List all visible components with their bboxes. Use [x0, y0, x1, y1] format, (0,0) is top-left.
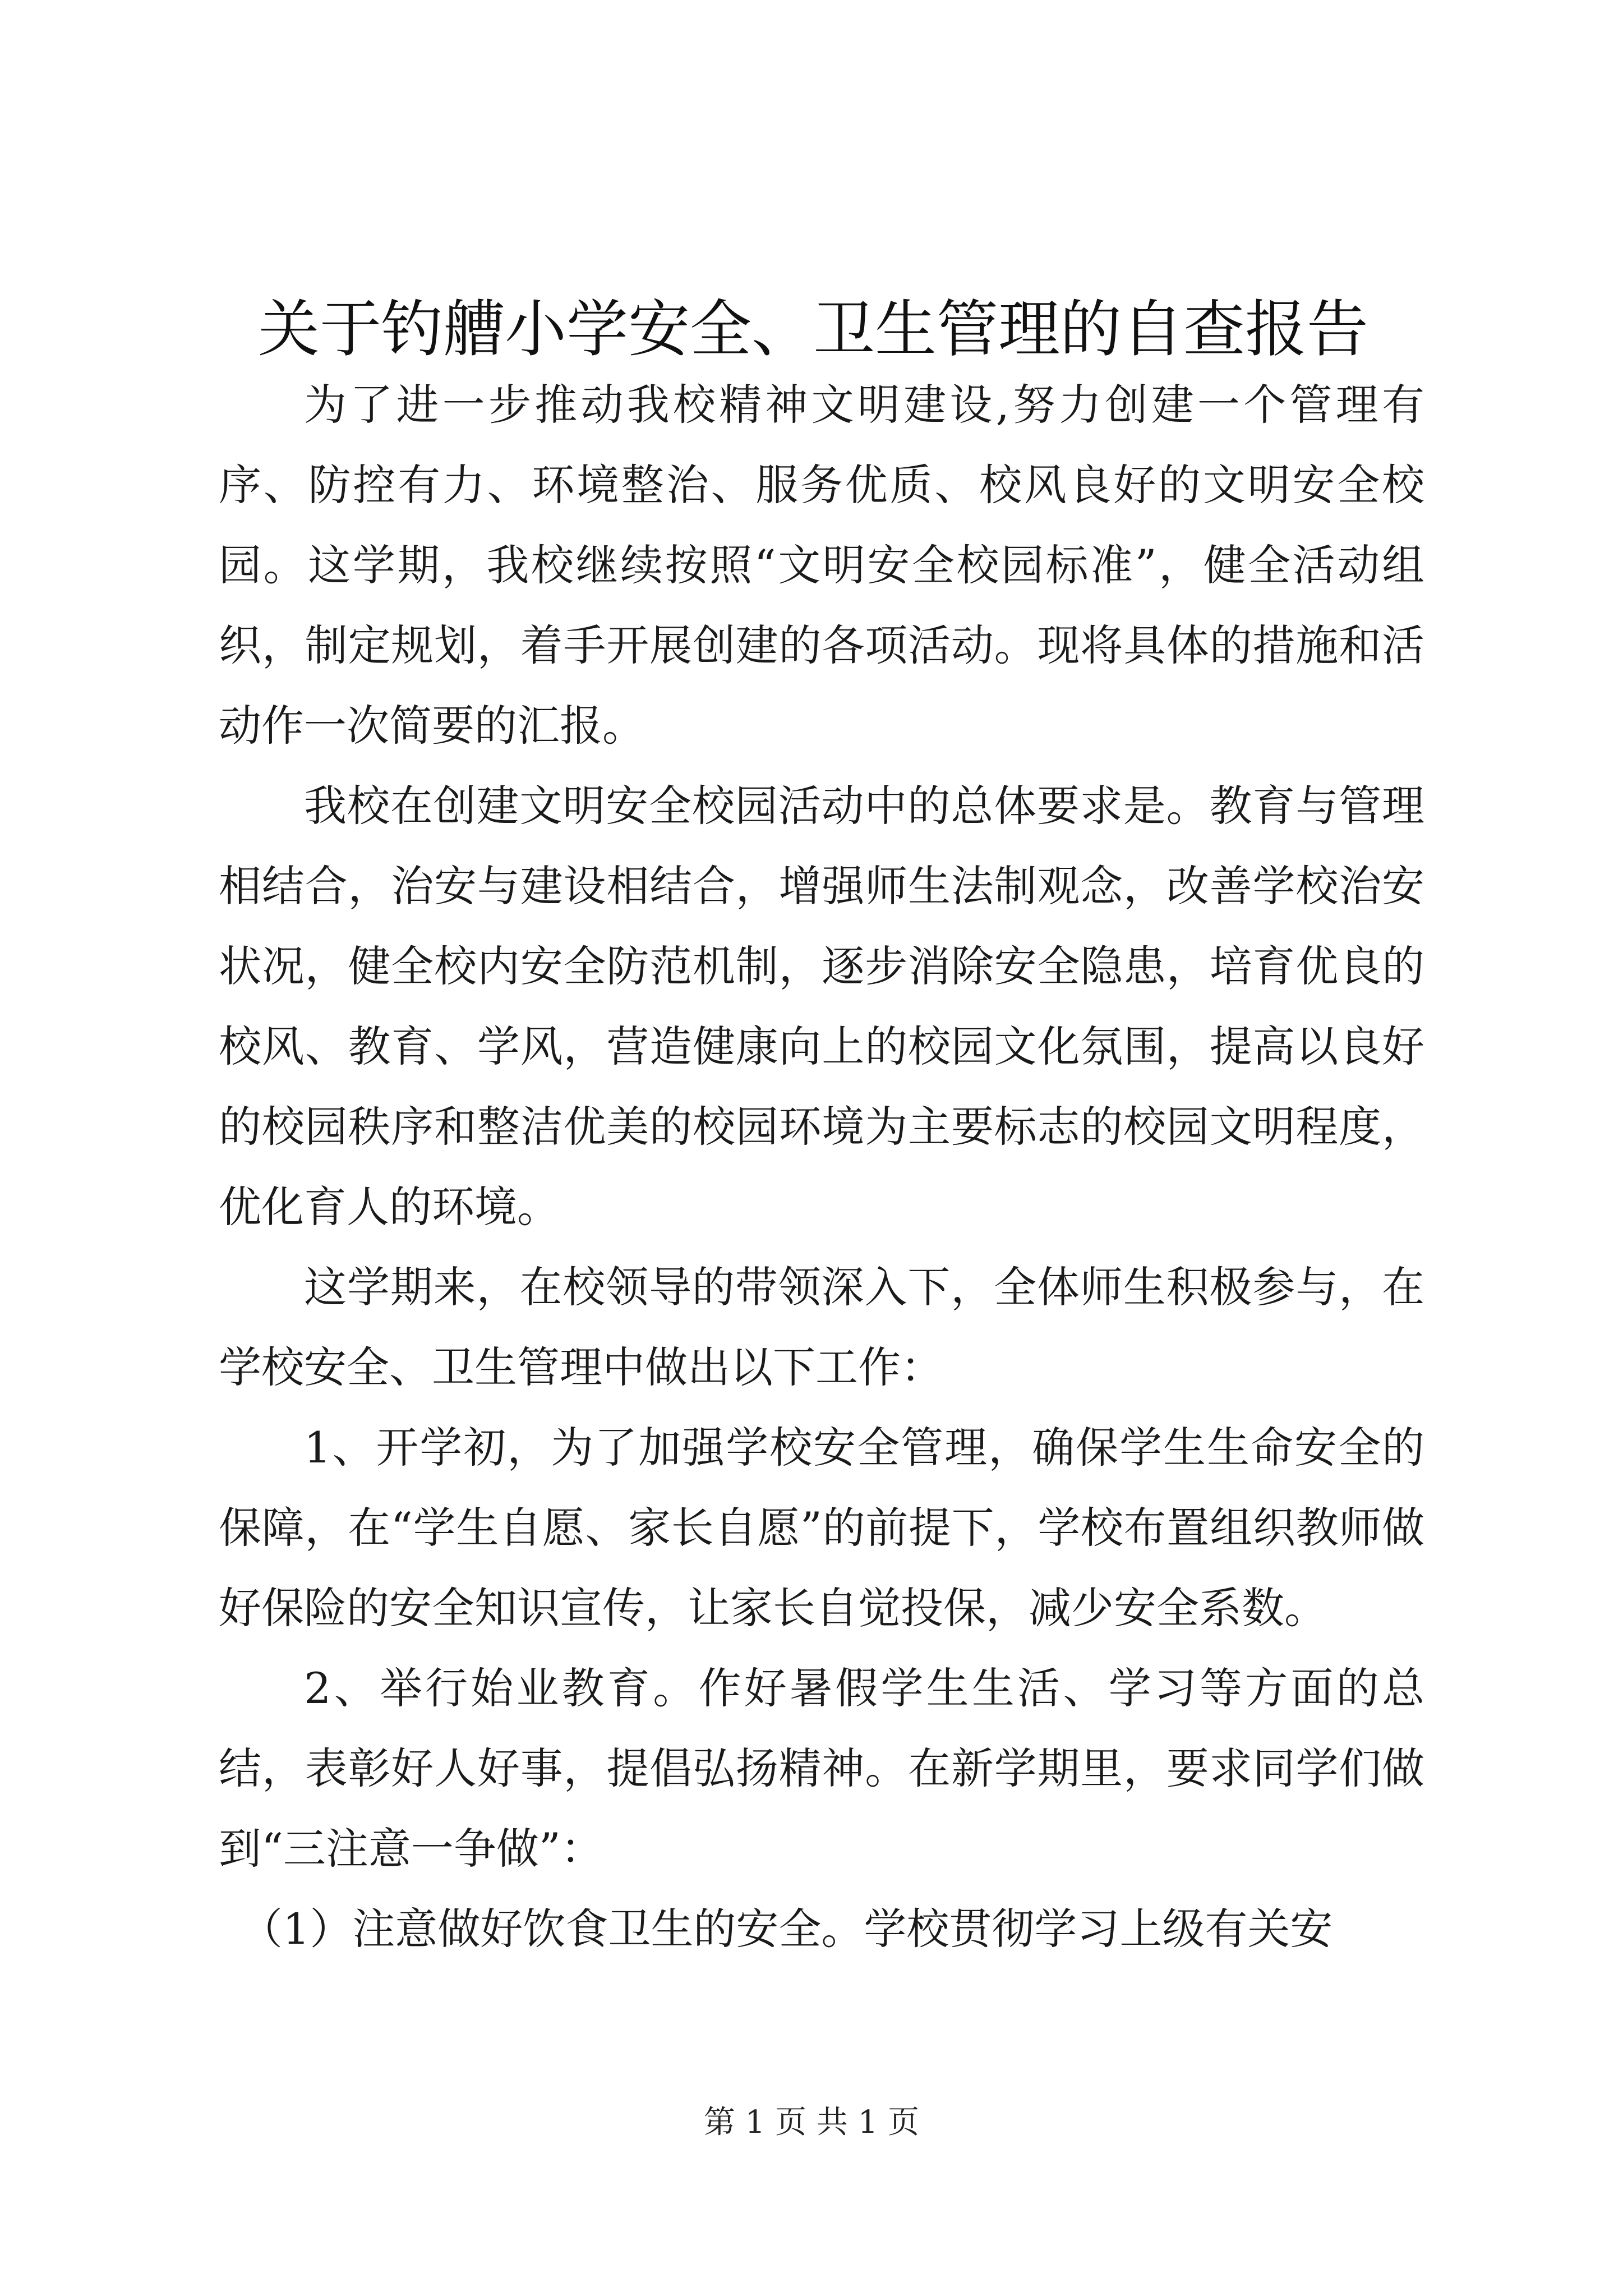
paragraph-intro: 为了进一步推动我校精神文明建设,努力创建一个管理有序、防控有力、环境整治、服务优质、校风良好的文明安全校园。这学期，我校继续按照“文明安全校园标准”，健全活动组织，制定规划，着手开展创建的各项活动。现将具体的措施和活动作一次简要的汇报。 — [219, 380, 1424, 751]
document-body — [219, 365, 1424, 1969]
document-title: 关于钓艚小学安全、卫生管理的自查报告 — [258, 293, 1368, 365]
paragraph-requirements: 我校在创建文明安全校园活动中的总体要求是。教育与管理相结合，治安与建设相结合，增强师生法制观念，改善学校治安状况，健全校内安全防范机制，逐步消除安全隐患，培育优良的校风、教育、学风，营造健康向上的校园文化氛围，提高以良好的校园秩序和整洁优美的校园环境为主要标志的校园文明程度，优化育人的环境。 — [219, 781, 1424, 1232]
paragraph-item-1: 1、开学初，为了加强学校安全管理，确保学生生命安全的保障，在“学生自愿、家长自愿”的前提下，学校布置组织教师做好保险的安全知识宣传，让家长自觉投保，减少安全系数。 — [219, 1423, 1424, 1633]
paragraph-item-2: 2、举行始业教育。作好暑假学生生活、学习等方面的总结，表彰好人好事，提倡弘扬精神。在新学期里，要求同学们做到“三注意一争做”： — [219, 1663, 1424, 1874]
paragraph-subitem-1: （1）注意做好饮食卫生的安全。学校贯彻学习上级有关安 — [240, 1904, 1333, 1954]
page-number-footer: 第 1 页 共 1 页 — [703, 2104, 920, 2141]
paragraph-work-summary: 这学期来，在校领导的带领深入下，全体师生积极参与，在学校安全、卫生管理中做出以下工作： — [219, 1262, 1424, 1392]
